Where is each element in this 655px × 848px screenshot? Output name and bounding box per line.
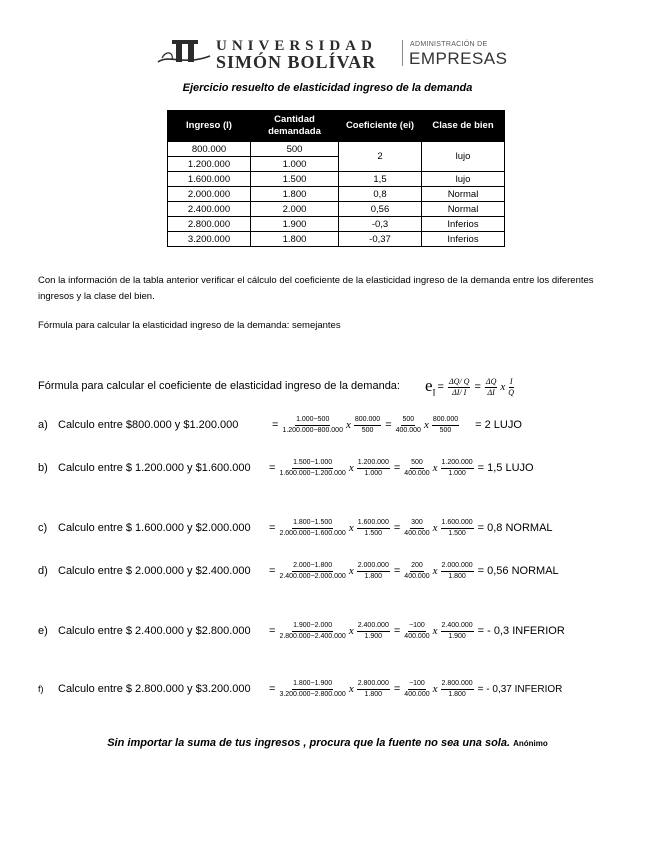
cell-coeficiente: 2 — [339, 142, 422, 172]
formula-label: Fórmula para calcular el coeficiente de elasticidad ingreso de la demanda: — [38, 380, 400, 392]
cell-cantidad: 1.500 — [251, 172, 339, 187]
calc-description: Calculo entre $ 2.400.000 y $2.800.000 — [58, 625, 251, 637]
calc-description: Calculo entre $ 1.600.000 y $2.000.000 — [58, 522, 251, 534]
header-ingreso: Ingreso (I) — [168, 111, 251, 142]
cell-ingreso: 1.600.000 — [168, 172, 251, 187]
calc-expression: = $\frac{1.800-1.900}{3.200.000-2.800.000}$ x $\frac{2.800.000}{1.800}$ = $\frac{-100}{400.000}$ x $\frac{2.800.000}{1.800}$ = - 0,37 INFERIOR — [269, 679, 563, 698]
formula-simple-text: Fórmula para calcular la elasticidad ingreso de la demanda: semejantes — [38, 320, 341, 331]
calc-row-d — [38, 559, 559, 583]
cell-coeficiente: 1,5 — [339, 172, 422, 187]
table-row — [168, 172, 505, 187]
cell-clase: Inferios — [422, 217, 505, 232]
calc-expression: = $\frac{1.900-2.000}{2.800.000-2.400.000}$ x $\frac{2.400.000}{1.900}$ = $\frac{-100}{400.000}$ x $\frac{2.400.000}{1.900}$ = - 0,3 INFERIOR — [269, 621, 565, 640]
cell-clase: Inferios — [422, 232, 505, 247]
quote-author: Anónimo — [513, 739, 548, 748]
logo-emblem-icon — [154, 38, 214, 68]
calc-row-e — [38, 619, 565, 643]
header-clase: Clase de bien — [422, 111, 505, 142]
cell-cantidad: 1.900 — [251, 217, 339, 232]
cell-clase: Normal — [422, 187, 505, 202]
table-row — [168, 217, 505, 232]
calc-expression: = $\frac{2.000-1.800}{2.400.000-2.000.000}$ x $\frac{2.000.000}{1.800}$ = $\frac{200}{400.000}$ x $\frac{2.000.000}{1.800}$ = 0,56 NORMAL — [269, 561, 559, 580]
calc-row-f — [38, 677, 563, 701]
logo-university-text: UNIVERSIDAD — [216, 38, 377, 54]
calc-expression: = $\frac{1.000-500}{1.200.000-800.000}$ x $\frac{800.000}{500}$ = $\frac{500}{400.000}$ x $\frac{800.000}{500}$ = 2 LUJO — [272, 415, 522, 434]
calc-result: = 0,56 NORMAL — [477, 565, 559, 577]
calc-expression: = $\frac{1.500-1.000}{1.600.000-1.200.000}$ x $\frac{1.200.000}{1.000}$ = $\frac{500}{400.000}$ x $\frac{1.200.000}{1.000}$ = 1,5 LUJO — [269, 458, 534, 477]
cell-ingreso: 800.000 — [168, 142, 251, 157]
closing-quote — [0, 737, 655, 749]
main-formula — [425, 372, 516, 402]
formula-frac-1: $\frac{\Delta Q/ Q}{\Delta I/ I}$ — [448, 376, 470, 397]
calc-letter: c) — [38, 522, 48, 534]
income-demand-table — [167, 110, 505, 247]
cell-cantidad: 1.800 — [251, 187, 339, 202]
table-row — [168, 142, 505, 157]
calc-row-c — [38, 516, 553, 540]
cell-cantidad: 1.000 — [251, 157, 339, 172]
formula-frac-3: $\frac{I}{Q}$ — [508, 376, 515, 397]
cell-coeficiente: 0,8 — [339, 187, 422, 202]
header-cantidad: Cantidad demandada — [251, 111, 339, 142]
calc-result: = - 0,3 INFERIOR — [477, 625, 565, 637]
calc-expression: = $\frac{1.800-1.500}{2.000.000-1.600.000}$ x $\frac{1.600.000}{1.500}$ = $\frac{300}{400.000}$ x $\frac{1.600.000}{1.500}$ = 0,8 NORMAL — [269, 518, 553, 537]
formula-frac-2: $\frac{\Delta Q}{\Delta I}$ — [485, 376, 497, 397]
calc-letter: b) — [38, 462, 48, 474]
calc-result: = - 0,37 INFERIOR — [477, 683, 563, 695]
cell-cantidad: 1.800 — [251, 232, 339, 247]
calc-result: = 0,8 NORMAL — [477, 522, 553, 534]
calc-result: = 1,5 LUJO — [477, 462, 534, 474]
formula-times: x — [500, 381, 506, 393]
formula-eq: = — [437, 381, 444, 393]
quote-text: Sin importar la suma de tus ingresos , procura que la fuente no sea una sola. — [107, 737, 511, 749]
formula-ei: $e_I$ — [425, 376, 436, 398]
intro-paragraph: Con la información de la tabla anterior verificar el cálculo del coeficiente de la elasticidad ingreso de la demanda entre los diferentes ingresos y la clase del bien. — [38, 275, 594, 302]
header-coeficiente: Coeficiente (ei) — [339, 111, 422, 142]
calc-description: Calculo entre $ 2.000.000 y $2.400.000 — [58, 565, 251, 577]
cell-coeficiente: -0,3 — [339, 217, 422, 232]
calc-letter: f) — [38, 684, 44, 694]
university-logo — [150, 38, 510, 72]
cell-cantidad: 500 — [251, 142, 339, 157]
cell-cantidad: 2.000 — [251, 202, 339, 217]
calc-result: = 2 LUJO — [475, 419, 522, 431]
calc-description: Calculo entre $800.000 y $1.200.000 — [58, 419, 239, 431]
calc-letter: e) — [38, 625, 48, 637]
cell-coeficiente: 0,56 — [339, 202, 422, 217]
document-title: Ejercicio resuelto de elasticidad ingreso de la demanda — [182, 82, 473, 94]
calc-description: Calculo entre $ 2.800.000 y $3.200.000 — [58, 683, 251, 695]
cell-clase: Normal — [422, 202, 505, 217]
logo-empresas-text: EMPRESAS — [409, 49, 508, 68]
cell-coeficiente: -0,37 — [339, 232, 422, 247]
table-row — [168, 232, 505, 247]
calc-row-b — [38, 456, 534, 480]
cell-ingreso: 3.200.000 — [168, 232, 251, 247]
calc-letter: d) — [38, 565, 48, 577]
cell-ingreso: 1.200.000 — [168, 157, 251, 172]
cell-ingreso: 2.000.000 — [168, 187, 251, 202]
table-row — [168, 187, 505, 202]
calc-description: Calculo entre $ 1.200.000 y $1.600.000 — [58, 462, 251, 474]
calc-row-a — [38, 413, 522, 437]
logo-simon-bolivar-text: SIMÓN BOLÍVAR — [216, 52, 377, 72]
cell-ingreso: 2.400.000 — [168, 202, 251, 217]
cell-clase: lujo — [422, 172, 505, 187]
cell-ingreso: 2.800.000 — [168, 217, 251, 232]
logo-divider — [402, 40, 403, 66]
formula-eq: = — [474, 381, 481, 393]
cell-clase: lujo — [422, 142, 505, 172]
table-row — [168, 202, 505, 217]
table-header-row — [168, 111, 505, 142]
calc-letter: a) — [38, 419, 48, 431]
logo-admin-text: ADMINISTRACIÓN DE — [410, 41, 488, 48]
